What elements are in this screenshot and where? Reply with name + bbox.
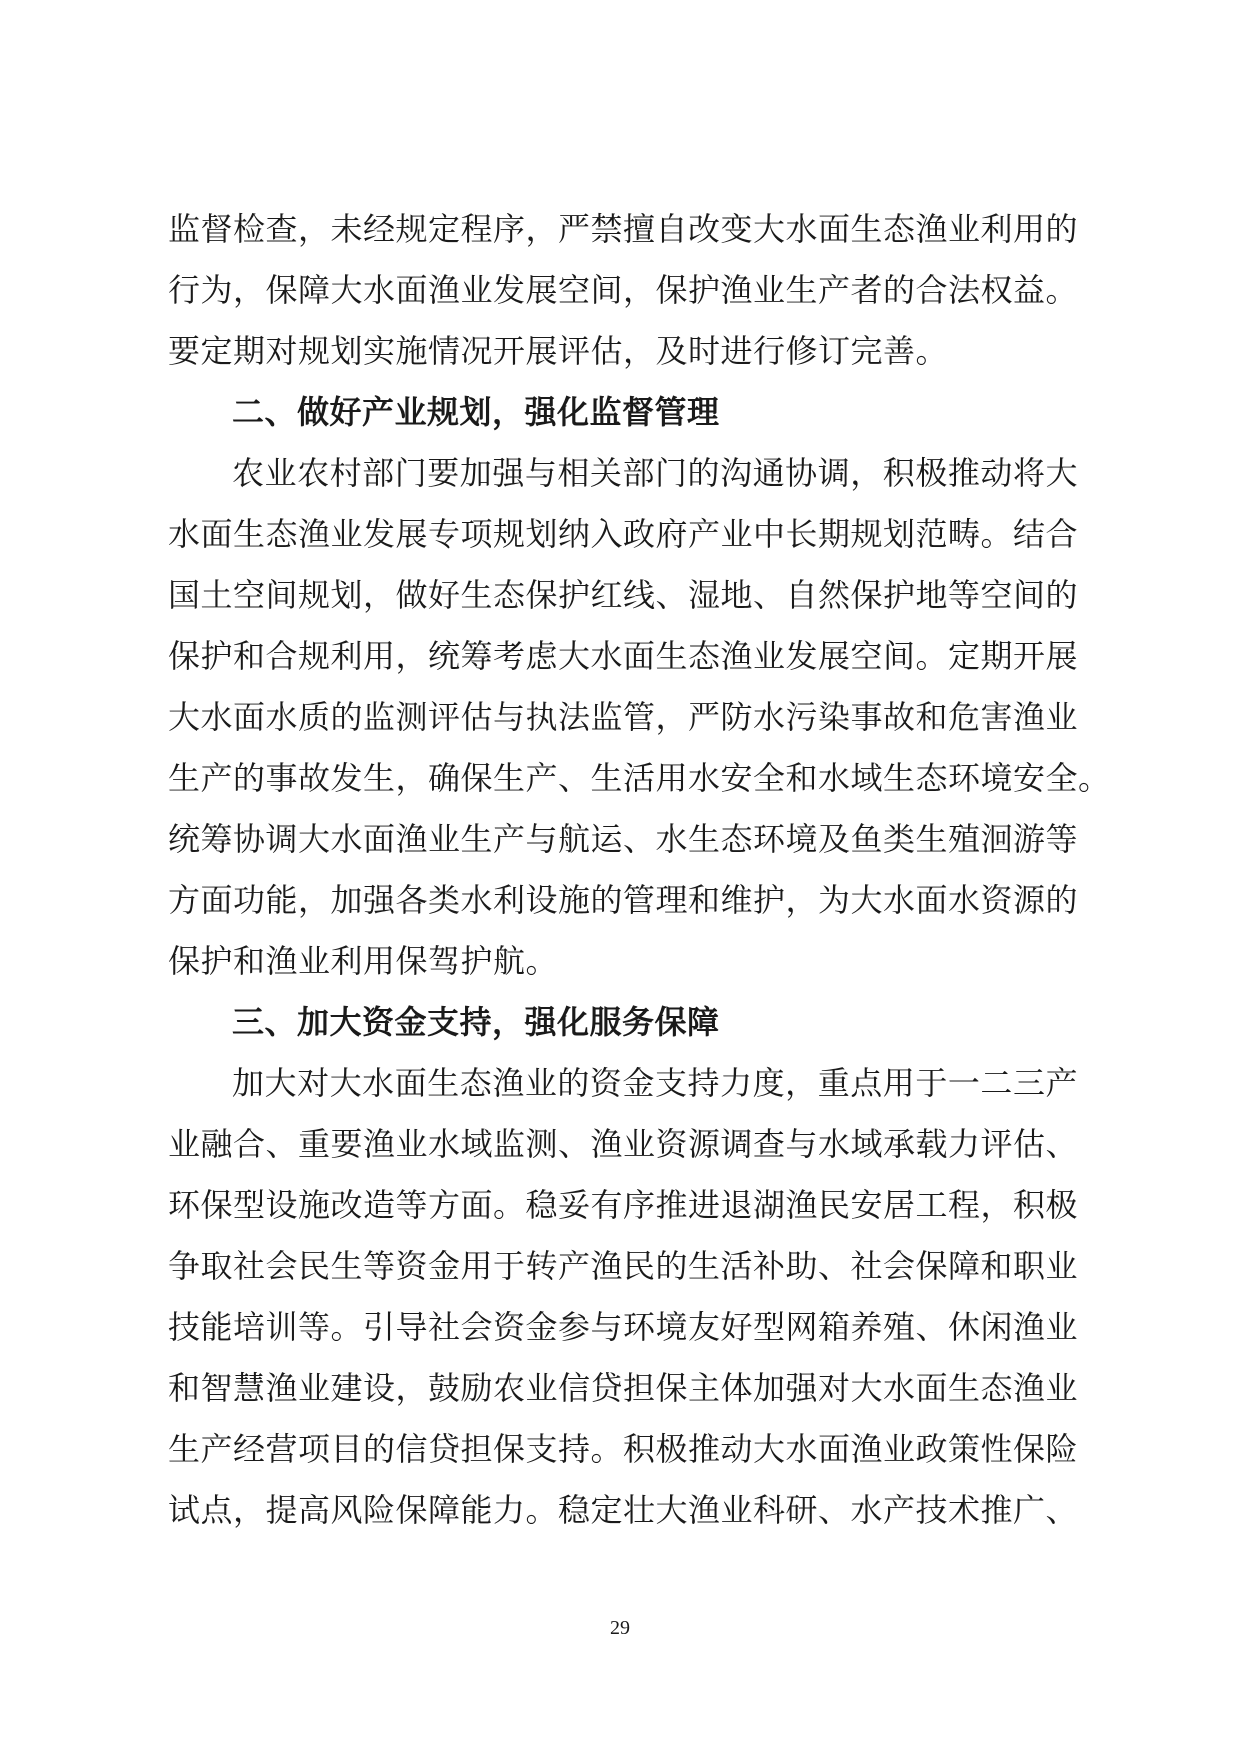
- section-heading-3: 三、加大资金支持，强化服务保障: [232, 1003, 720, 1041]
- paragraph-line: 监督检查，未经规定程序，严禁擅自改变大水面生态渔业利用的: [168, 210, 1079, 248]
- paragraph-line: 方面功能，加强各类水利设施的管理和维护，为大水面水资源的: [168, 881, 1079, 919]
- paragraph-line: 保护和合规利用，统筹考虑大水面生态渔业发展空间。定期开展: [168, 637, 1079, 675]
- paragraph-line: 环保型设施改造等方面。稳妥有序推进退湖渔民安居工程，积极: [168, 1186, 1079, 1224]
- paragraph-line: 争取社会民生等资金用于转产渔民的生活补助、社会保障和职业: [168, 1247, 1079, 1285]
- paragraph-line: 要定期对规划实施情况开展评估，及时进行修订完善。: [168, 332, 949, 370]
- paragraph-line: 统筹协调大水面渔业生产与航运、水生态环境及鱼类生殖洄游等: [168, 820, 1079, 858]
- paragraph-line: 生产经营项目的信贷担保支持。积极推动大水面渔业政策性保险: [168, 1430, 1079, 1468]
- paragraph-line: 行为，保障大水面渔业发展空间，保护渔业生产者的合法权益。: [168, 271, 1079, 309]
- section-heading-2: 二、做好产业规划，强化监督管理: [232, 393, 720, 431]
- paragraph-line: 水面生态渔业发展专项规划纳入政府产业中长期规划范畴。结合: [168, 515, 1079, 553]
- page-number: 29: [610, 1617, 630, 1639]
- paragraph-line: 和智慧渔业建设，鼓励农业信贷担保主体加强对大水面生态渔业: [168, 1369, 1079, 1407]
- paragraph-line: 大水面水质的监测评估与执法监管，严防水污染事故和危害渔业: [168, 698, 1079, 736]
- paragraph-line: 国土空间规划，做好生态保护红线、湿地、自然保护地等空间的: [168, 576, 1079, 614]
- paragraph-line: 生产的事故发生，确保生产、生活用水安全和水域生态环境安全。: [168, 759, 1111, 797]
- paragraph-line: 农业农村部门要加强与相关部门的沟通协调，积极推动将大: [232, 454, 1078, 492]
- paragraph-line: 业融合、重要渔业水域监测、渔业资源调查与水域承载力评估、: [168, 1125, 1079, 1163]
- paragraph-line: 技能培训等。引导社会资金参与环境友好型网箱养殖、休闲渔业: [168, 1308, 1079, 1346]
- paragraph-line: 试点，提高风险保障能力。稳定壮大渔业科研、水产技术推广、: [168, 1491, 1079, 1529]
- paragraph-line: 保护和渔业利用保驾护航。: [168, 942, 559, 980]
- paragraph-line: 加大对大水面生态渔业的资金支持力度，重点用于一二三产: [232, 1064, 1078, 1102]
